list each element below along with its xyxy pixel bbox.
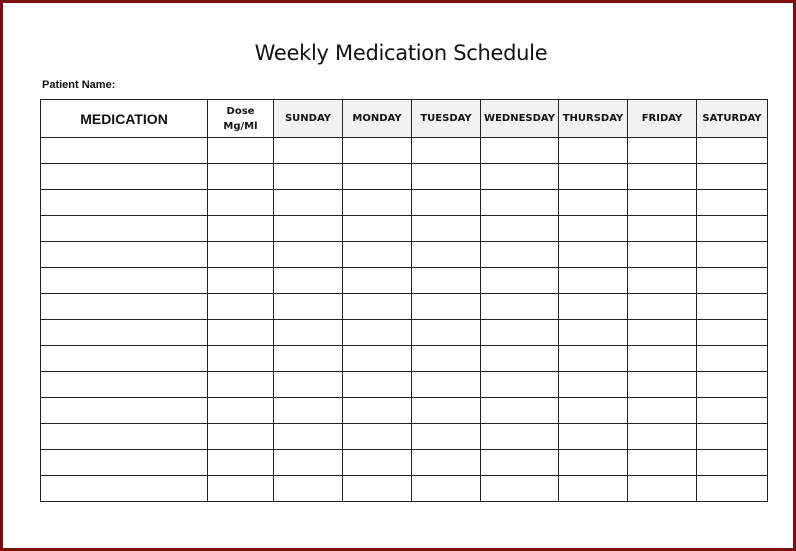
cell-saturday[interactable]: [697, 242, 768, 268]
cell-dose[interactable]: [208, 242, 274, 268]
header-monday: MONDAY: [343, 100, 412, 138]
table-row: [41, 424, 768, 450]
cell-saturday[interactable]: [697, 450, 768, 476]
cell-saturday[interactable]: [697, 190, 768, 216]
cell-friday[interactable]: [628, 216, 697, 242]
cell-saturday[interactable]: [697, 164, 768, 190]
cell-medication[interactable]: [41, 450, 208, 476]
table-row: [41, 242, 768, 268]
table-row: [41, 138, 768, 164]
cell-dose[interactable]: [208, 346, 274, 372]
cell-tuesday[interactable]: [412, 320, 481, 346]
table-row: [41, 268, 768, 294]
cell-thursday[interactable]: [559, 476, 628, 502]
table-row: [41, 398, 768, 424]
cell-sunday[interactable]: [274, 164, 343, 190]
cell-friday[interactable]: [628, 450, 697, 476]
cell-thursday[interactable]: [559, 190, 628, 216]
cell-tuesday[interactable]: [412, 138, 481, 164]
cell-thursday[interactable]: [559, 346, 628, 372]
cell-thursday[interactable]: [559, 216, 628, 242]
cell-tuesday[interactable]: [412, 424, 481, 450]
cell-medication[interactable]: [41, 216, 208, 242]
cell-thursday[interactable]: [559, 450, 628, 476]
cell-friday[interactable]: [628, 242, 697, 268]
cell-monday[interactable]: [343, 476, 412, 502]
cell-thursday[interactable]: [559, 242, 628, 268]
cell-saturday[interactable]: [697, 320, 768, 346]
table-header-row: [41, 100, 768, 138]
cell-dose[interactable]: [208, 216, 274, 242]
cell-wednesday[interactable]: [481, 346, 559, 372]
cell-friday[interactable]: [628, 138, 697, 164]
cell-sunday[interactable]: [274, 268, 343, 294]
cell-sunday[interactable]: [274, 320, 343, 346]
cell-wednesday[interactable]: [481, 450, 559, 476]
cell-medication[interactable]: [41, 190, 208, 216]
header-thursday: THURSDAY: [559, 100, 628, 138]
cell-medication[interactable]: [41, 138, 208, 164]
cell-sunday[interactable]: [274, 294, 343, 320]
cell-dose[interactable]: [208, 294, 274, 320]
cell-saturday[interactable]: [697, 294, 768, 320]
cell-tuesday[interactable]: [412, 346, 481, 372]
header-medication: MEDICATION: [41, 100, 208, 138]
cell-wednesday[interactable]: [481, 398, 559, 424]
cell-friday[interactable]: [628, 346, 697, 372]
cell-tuesday[interactable]: [412, 216, 481, 242]
table-row: [41, 294, 768, 320]
cell-dose[interactable]: [208, 424, 274, 450]
header-dose: [208, 100, 274, 138]
table-row: [41, 320, 768, 346]
cell-monday[interactable]: [343, 242, 412, 268]
cell-wednesday[interactable]: [481, 476, 559, 502]
cell-medication[interactable]: [41, 294, 208, 320]
cell-sunday[interactable]: [274, 398, 343, 424]
cell-sunday[interactable]: [274, 190, 343, 216]
cell-monday[interactable]: [343, 424, 412, 450]
cell-dose[interactable]: [208, 372, 274, 398]
cell-thursday[interactable]: [559, 372, 628, 398]
cell-thursday[interactable]: [559, 138, 628, 164]
cell-wednesday[interactable]: [481, 294, 559, 320]
cell-sunday[interactable]: [274, 242, 343, 268]
header-dose-line2: Mg/Ml: [223, 120, 258, 132]
cell-dose[interactable]: [208, 476, 274, 502]
cell-thursday[interactable]: [559, 294, 628, 320]
cell-thursday[interactable]: [559, 164, 628, 190]
table-row: [41, 372, 768, 398]
cell-saturday[interactable]: [697, 268, 768, 294]
cell-medication[interactable]: [41, 398, 208, 424]
cell-medication[interactable]: [41, 372, 208, 398]
cell-monday[interactable]: [343, 346, 412, 372]
cell-friday[interactable]: [628, 294, 697, 320]
table-row: [41, 164, 768, 190]
cell-dose[interactable]: [208, 398, 274, 424]
cell-thursday[interactable]: [559, 398, 628, 424]
cell-tuesday[interactable]: [412, 450, 481, 476]
cell-wednesday[interactable]: [481, 190, 559, 216]
cell-tuesday[interactable]: [412, 372, 481, 398]
cell-sunday[interactable]: [274, 450, 343, 476]
cell-tuesday[interactable]: [412, 242, 481, 268]
cell-wednesday[interactable]: [481, 372, 559, 398]
cell-friday[interactable]: [628, 268, 697, 294]
table-row: [41, 450, 768, 476]
cell-tuesday[interactable]: [412, 164, 481, 190]
cell-medication[interactable]: [41, 424, 208, 450]
cell-saturday[interactable]: [697, 346, 768, 372]
page-title: Weekly Medication Schedule: [254, 41, 548, 65]
cell-dose[interactable]: [208, 450, 274, 476]
cell-wednesday[interactable]: [481, 268, 559, 294]
cell-friday[interactable]: [628, 164, 697, 190]
table-row: [41, 346, 768, 372]
cell-dose[interactable]: [208, 138, 274, 164]
cell-monday[interactable]: [343, 190, 412, 216]
cell-friday[interactable]: [628, 372, 697, 398]
cell-sunday[interactable]: [274, 138, 343, 164]
cell-thursday[interactable]: [559, 268, 628, 294]
cell-medication[interactable]: [41, 476, 208, 502]
cell-monday[interactable]: [343, 138, 412, 164]
cell-wednesday[interactable]: [481, 216, 559, 242]
cell-saturday[interactable]: [697, 398, 768, 424]
cell-tuesday[interactable]: [412, 398, 481, 424]
header-dose-line1: Dose: [226, 105, 255, 117]
cell-tuesday[interactable]: [412, 190, 481, 216]
cell-tuesday[interactable]: [412, 294, 481, 320]
patient-name-label: Patient Name:: [42, 79, 116, 91]
cell-wednesday[interactable]: [481, 164, 559, 190]
cell-sunday[interactable]: [274, 476, 343, 502]
cell-tuesday[interactable]: [412, 268, 481, 294]
cell-friday[interactable]: [628, 424, 697, 450]
cell-dose[interactable]: [208, 268, 274, 294]
header-wednesday: WEDNESDAY: [481, 100, 559, 138]
cell-monday[interactable]: [343, 294, 412, 320]
cell-saturday[interactable]: [697, 138, 768, 164]
cell-medication[interactable]: [41, 242, 208, 268]
cell-medication[interactable]: [41, 268, 208, 294]
cell-saturday[interactable]: [697, 476, 768, 502]
header-sunday: SUNDAY: [274, 100, 343, 138]
cell-wednesday[interactable]: [481, 424, 559, 450]
cell-sunday[interactable]: [274, 216, 343, 242]
cell-saturday[interactable]: [697, 424, 768, 450]
cell-monday[interactable]: [343, 398, 412, 424]
cell-dose[interactable]: [208, 320, 274, 346]
header-saturday: SATURDAY: [697, 100, 768, 138]
cell-medication[interactable]: [41, 320, 208, 346]
cell-friday[interactable]: [628, 398, 697, 424]
cell-wednesday[interactable]: [481, 138, 559, 164]
cell-sunday[interactable]: [274, 346, 343, 372]
cell-monday[interactable]: [343, 164, 412, 190]
cell-friday[interactable]: [628, 476, 697, 502]
header-tuesday: TUESDAY: [412, 100, 481, 138]
cell-monday[interactable]: [343, 216, 412, 242]
cell-monday[interactable]: [343, 450, 412, 476]
cell-medication[interactable]: [41, 346, 208, 372]
cell-dose[interactable]: [208, 164, 274, 190]
medication-schedule-table: [40, 99, 768, 502]
cell-thursday[interactable]: [559, 320, 628, 346]
cell-tuesday[interactable]: [412, 476, 481, 502]
cell-sunday[interactable]: [274, 424, 343, 450]
cell-monday[interactable]: [343, 268, 412, 294]
cell-thursday[interactable]: [559, 424, 628, 450]
cell-saturday[interactable]: [697, 216, 768, 242]
table-row: [41, 476, 768, 502]
cell-dose[interactable]: [208, 190, 274, 216]
cell-saturday[interactable]: [697, 372, 768, 398]
table-row: [41, 190, 768, 216]
cell-wednesday[interactable]: [481, 242, 559, 268]
header-friday: FRIDAY: [628, 100, 697, 138]
table-body: [41, 138, 768, 502]
cell-monday[interactable]: [343, 320, 412, 346]
cell-sunday[interactable]: [274, 372, 343, 398]
cell-monday[interactable]: [343, 372, 412, 398]
cell-friday[interactable]: [628, 320, 697, 346]
table-row: [41, 216, 768, 242]
cell-medication[interactable]: [41, 164, 208, 190]
cell-friday[interactable]: [628, 190, 697, 216]
cell-wednesday[interactable]: [481, 320, 559, 346]
